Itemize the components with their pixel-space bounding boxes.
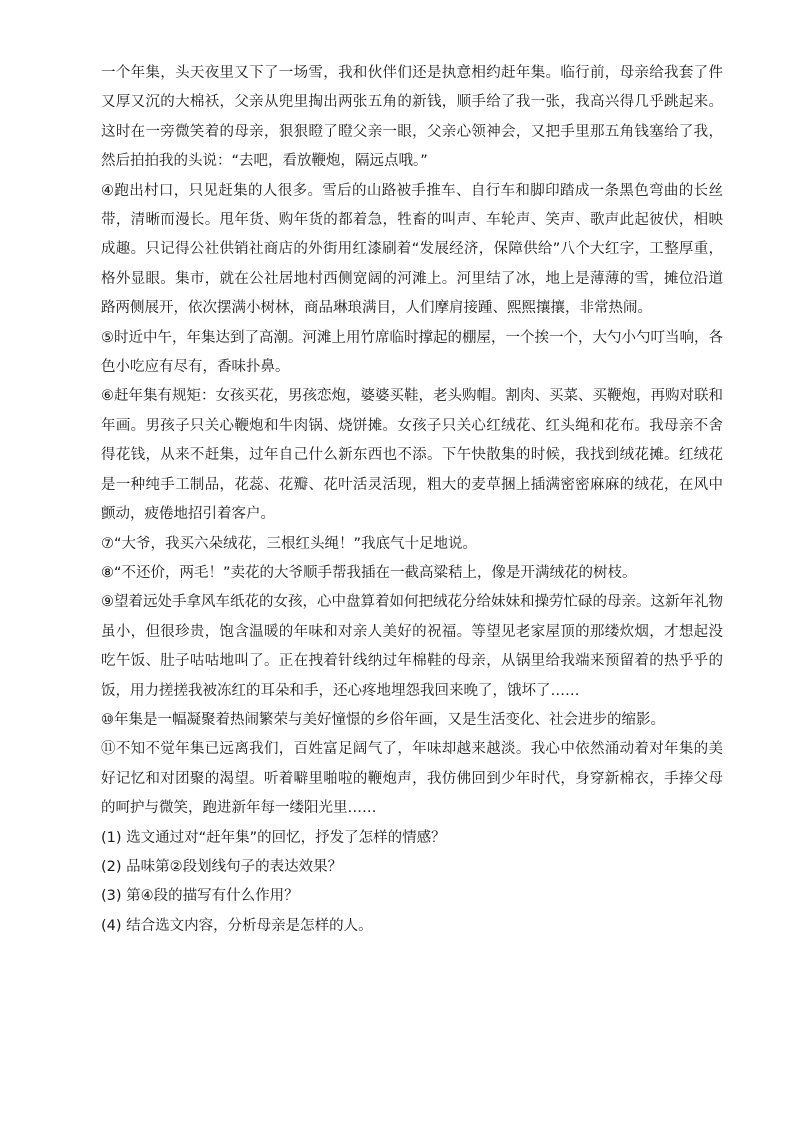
question-2: (2) 品味第②段划线句子的表达效果？ bbox=[101, 858, 343, 875]
paragraph-4: ④跑出村口，只见赶集的人很多。雪后的山路被手推车、自行车和脚印踏成一条黑色弯曲的长丝带，清晰而漫长。甩年货、购年货的都着急，牲畜的叫声、车轮声、笑声、歌声此起彼伏，相映成趣。只记得公社供销社商店的外街用红漆刷着“发展经济，保障供给”八个大红字，工整厚重，格外显眼。集市，就在公社居地村西侧宽阔的河滩上。河里结了冰，地上是薄薄的雪，摊位沿道路两侧展开，依次摆满小树林，商品琳琅满目，人们摩肩接踵、熙熙攘攘，非常热闹。 bbox=[101, 182, 723, 317]
paragraph-9: ⑨望着远处手拿风车纸花的女孩，心中盘算着如何把绒花分给妹妹和操劳忙碌的母亲。这新年礼物虽小，但很珍贵，饱含温暖的年味和对亲人美好的祝福。等望见老家屋顶的那缕炊烟，才想起没吃午饭、肚子咕咕地叫了。正在拽着针线纳过年棉鞋的母亲，从锅里给我端来预留着的热乎乎的饭，用力搓搓我被冻红的耳朵和手，还心疼地埋怨我回来晚了，饿坏了…… bbox=[101, 594, 723, 699]
question-list bbox=[101, 824, 723, 942]
passage-body bbox=[101, 59, 723, 941]
paragraph-11: ⑪不知不觉年集已远离我们，百姓富足阔气了，年味却越来越淡。我心中依然涌动着对年集的美好记忆和对团聚的渴望。听着噼里啪啦的鞭炮声，我仿佛回到少年时代，身穿新棉衣，手捧父母的呵护与微笑，跑进新年每一缕阳光里…… bbox=[101, 741, 723, 817]
question-1: (1) 选文通过对“赶年集”的回忆，抒发了怎样的情感？ bbox=[101, 829, 446, 846]
paragraph-8: ⑧“不还价，两毛！”卖花的大爷顺手帮我插在一截高粱秸上，像是开满绒花的树枝。 bbox=[101, 564, 637, 581]
paragraph-6: ⑥赶年集有规矩：女孩买花，男孩恋炮，婆婆买鞋，老头购帽。割肉、买菜、买鞭炮，再购对联和年画。男孩子只关心鞭炮和牛肉锅、烧饼摊。女孩子只关心红绒花、红头绳和花布。我母亲不舍得花钱，从来不赶集，过年自己什么新东西也不添。下午快散集的时候，我找到绒花摊。红绒花是一种纯手工制品，花蕊、花瓣、花叶活灵活现，粗大的麦草捆上插满密密麻麻的绒花，在风中颤动，疲倦地招引着客户。 bbox=[101, 388, 723, 523]
paragraph-10: ⑩年集是一幅凝聚着热闹繁荣与美好憧憬的乡俗年画，又是生活变化、社会进步的缩影。 bbox=[101, 711, 665, 728]
paragraph-3-continued: 一个年集，头天夜里又下了一场雪，我和伙伴们还是执意相约赶年集。临行前，母亲给我套了件又厚又沉的大棉袄，父亲从兜里掏出两张五角的新钱，顺手给了我一张，我高兴得几乎跳起来。这时在一旁微笑着的母亲，狠狠瞪了瞪父亲一眼，父亲心领神会，又把手里那五角钱塞给了我，然后拍拍我的头说：“去吧，看放鞭炮，隔远点哦。” bbox=[101, 65, 723, 170]
paragraph-5: ⑤时近中午，年集达到了高潮。河滩上用竹席临时撑起的棚屋，一个挨一个，大勺小勺叮当响，各色小吃应有尽有，香味扑鼻。 bbox=[101, 329, 723, 376]
question-3: (3) 第④段的描写有什么作用？ bbox=[101, 888, 299, 905]
question-4: (4) 结合选文内容，分析母亲是怎样的人。 bbox=[101, 917, 373, 934]
paragraph-7: ⑦“大爷，我买六朵绒花，三根红头绳！”我底气十足地说。 bbox=[101, 535, 478, 552]
